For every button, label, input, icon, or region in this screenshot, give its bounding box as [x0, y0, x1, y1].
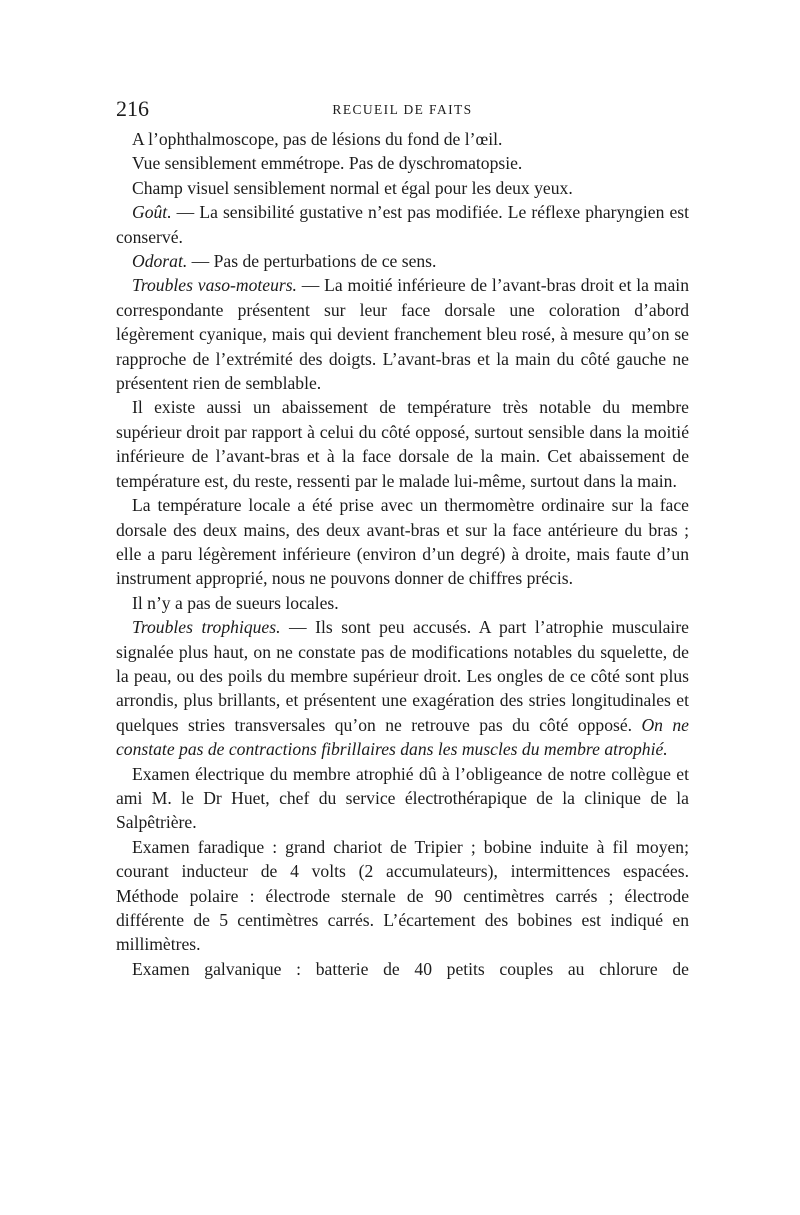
paragraph	[116, 249, 689, 273]
paragraph	[116, 493, 689, 591]
paragraph-text: — La moitié inférieure de l’avant-bras droit et la main correspondante présentent sur leur face dorsale une coloration d’abord légèrement cyanique, mais qui devient franchement bleu rosé, à mesure qu’on se rapproche de l’extrémité des doigts. L’avant-bras et la main du côté gauche ne présentent rien de semblable.	[116, 275, 689, 394]
paragraph	[116, 835, 689, 957]
paragraph-lead: Troubles vaso-moteurs.	[132, 275, 297, 296]
paragraph	[116, 151, 689, 175]
running-head: RECUEIL DE FAITS	[332, 102, 473, 117]
paragraph	[116, 395, 689, 493]
paragraph-text: — Ils sont peu accusés. A part l’atrophie musculaire signalée plus haut, on ne constate pas de modifications notables du squelette, de la peau, ou des poils du membre supérieur droit. Les ongles de ce côté sont plus arrondis, plus brillants, et présentent une exagération des stries longitudinales et quelques stries transversales qu’on ne retrouve pas du côté opposé.	[116, 617, 689, 735]
paragraph-lead: Goût.	[132, 202, 172, 223]
paragraph-lead: Odorat.	[132, 251, 188, 272]
paragraph	[116, 762, 689, 835]
paragraph-text: A l’ophthalmoscope, pas de lésions du fond de l’œil.	[132, 129, 503, 149]
body-text	[116, 127, 689, 981]
paragraph-text: Vue sensiblement emmétrope. Pas de dyschromatopsie.	[132, 153, 523, 174]
paragraph	[116, 591, 689, 615]
paragraph-lead: Troubles trophiques.	[132, 617, 281, 638]
paragraph-text: — La sensibilité gustative n’est pas modifiée. Le réflexe pharyngien est conservé.	[116, 202, 689, 247]
paragraph-text: La température locale a été prise avec un thermomètre ordinaire sur la face dorsale des deux mains, des deux avant-bras et sur la face antérieure du bras ; elle a paru légèrement inférieure (environ d’un degré) à droite, mais faute d’un instrument approprié, nous ne pouvons donner de chiffres précis.	[116, 495, 689, 589]
page-number: 216	[116, 96, 149, 121]
paragraph-text: — Pas de perturbations de ce sens.	[187, 251, 437, 272]
paragraph-text: Champ visuel sensiblement normal et égal pour les deux yeux.	[132, 177, 573, 198]
paragraph	[116, 127, 689, 151]
paragraph-text: Il existe aussi un abaissement de température très notable du membre supérieur droit par rapport à celui du côté opposé, surtout sensible dans la moitié inférieure de l’avant-bras et à la face dorsale de la main. Cet abaissement de température est, du reste, ressenti par le malade lui-même, surtout dans la main.	[116, 397, 689, 491]
paragraph	[116, 615, 689, 761]
paragraph-text: Examen faradique : grand chariot de Tripier ; bobine induite à fil moyen; courant inducteur de 4 volts (2 accumulateurs), intermittences espacées. Méthode polaire : électrode sternale de 90 centimètres carrés ; électrode différente de 5 centimètres carrés. L’écartement des bobines est indiqué en millimètres.	[116, 836, 689, 955]
paragraph-text: Il n’y a pas de sueurs locales.	[132, 592, 339, 613]
paragraph	[116, 200, 689, 249]
paragraph-text: Examen électrique du membre atrophié dû à l’obligeance de notre collègue et ami M. le Dr Huet, chef du service électrothérapique de la clinique de la Salpêtrière.	[116, 763, 689, 833]
paragraph	[116, 176, 689, 200]
paragraph-text: Examen galvanique : batterie de 40 petits couples au chlorure de	[132, 958, 689, 979]
paragraph	[116, 957, 689, 981]
paragraph	[116, 273, 689, 395]
paragraph-emphasis: On ne constate pas de contractions fibrillaires dans les muscles du membre atrophié.	[116, 714, 689, 760]
page-header	[116, 96, 689, 124]
